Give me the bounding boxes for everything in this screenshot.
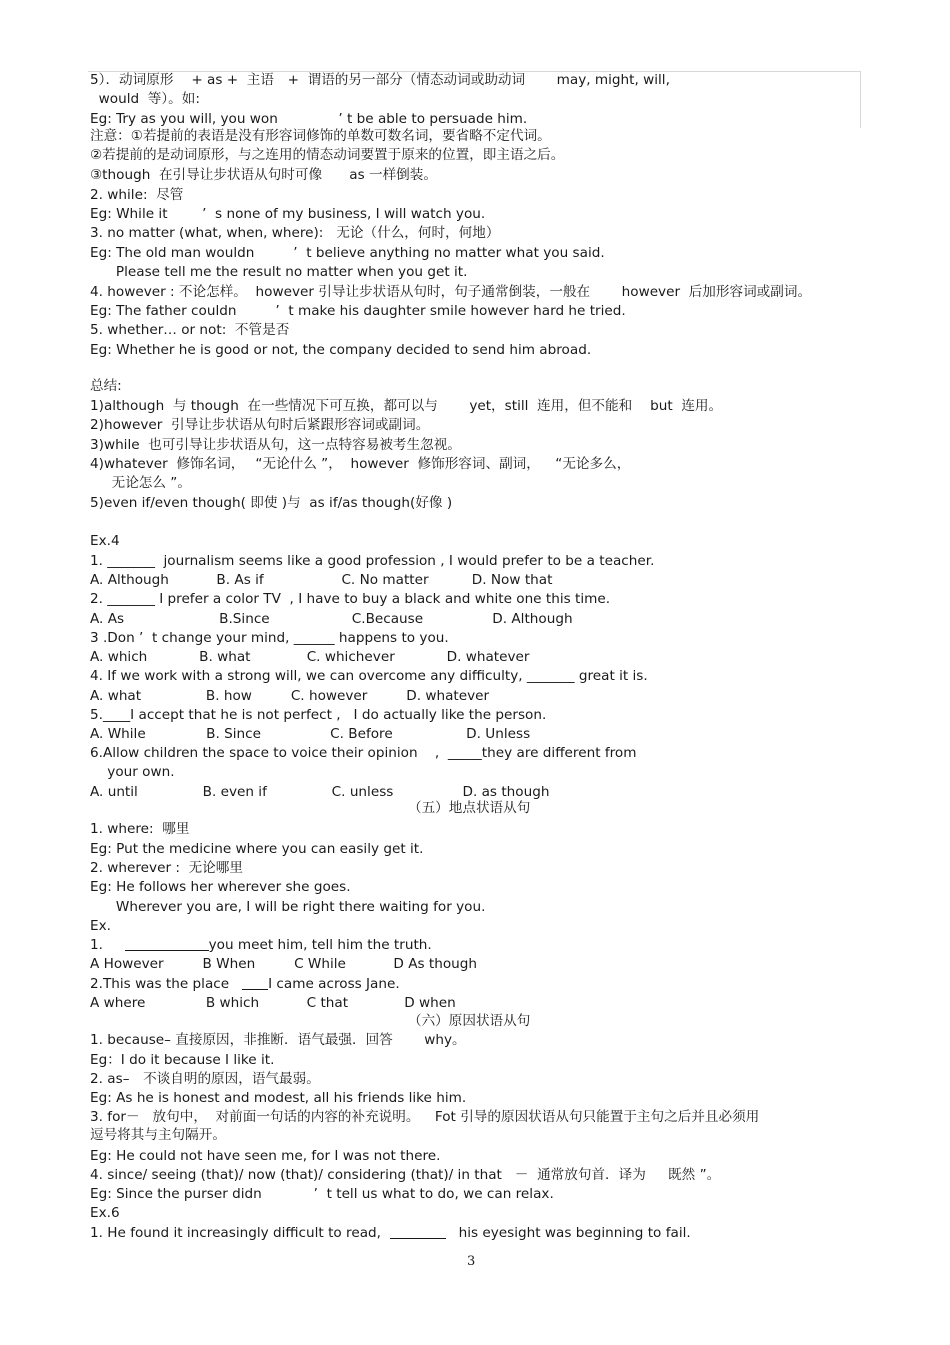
text-line: 3. no matter (what, when, where): 无论（什么，何时，何地）: [90, 225, 500, 241]
text-line: Eg: Whether he is good or not, the company decided to send him abroad.: [90, 342, 592, 358]
ex6-q1-suffix: his eyesight was beginning to fail.: [445, 1225, 691, 1241]
text-line: 2)however 引导让步状语从句时后紧跟形容词或副词。: [90, 417, 430, 433]
text-line: Eg：I do it because I like it.: [90, 1052, 275, 1068]
text-line: Eg: He could not have seen me, for I was not there.: [90, 1148, 441, 1164]
text-line: 总结:: [90, 378, 122, 394]
text-line: 3. for－ 放句中， 对前面一句话的内容的补充说明。 Fot 引导的原因状语从句只能置于主句之后并且必须用: [90, 1109, 760, 1125]
text-line: 无论怎么 ”。: [90, 475, 191, 491]
text-line: 1. because– 直接原因，非推断．语气最强．回答 why。: [90, 1032, 466, 1048]
text-line: 1)although 与 though 在一些情况下可互换，都可以与 yet，still 连用，但不能和 but 连用。: [90, 398, 723, 414]
text-line: 逗号将其与主句隔开。: [90, 1127, 226, 1143]
text-line: 2. while: 尽管: [90, 187, 184, 203]
ex5-q2-prefix: 2.This was the place: [90, 976, 243, 992]
text-line: ③though 在引导让步状语从句时可像 as 一样倒装。: [90, 167, 437, 183]
text-line: 1. where: 哪里: [90, 821, 190, 837]
text-line: A. Although B. As if C. No matter D. Now that: [90, 572, 553, 588]
ex5-question-2: [90, 975, 400, 993]
text-line: A. As B.Since C.Because D. Although: [90, 611, 573, 627]
text-line: A. until B. even if C. unless D. as though: [90, 784, 550, 800]
text-line: A. While B. Since C. Before D. Unless: [90, 726, 531, 742]
text-line: Eg: He follows her wherever she goes.: [90, 879, 351, 895]
text-line: Eg: The father couldn ’ t make his daughter smile however hard he tried.: [90, 303, 626, 319]
text-line: A. which B. what C. whichever D. whatever: [90, 649, 530, 665]
ex5-q1-suffix: you meet him, tell him the truth.: [208, 937, 432, 953]
frame-right-border: [860, 71, 861, 128]
text-line: Wherever you are, I will be right there waiting for you.: [90, 899, 486, 915]
text-line: Ex.: [90, 918, 111, 934]
text-line: Eg: As he is honest and modest, all his friends like him.: [90, 1090, 467, 1106]
text-line: 5)even if/even though( 即使 )与 as if/as though(好像 ): [90, 495, 453, 511]
page-number: 3: [467, 1254, 476, 1269]
text-line: A. what B. how C. however D. whatever: [90, 688, 490, 704]
text-line: 1. _______ journalism seems like a good profession , I would prefer to be a teacher.: [90, 553, 655, 569]
text-line: 4. since/ seeing (that)/ now (that)/ considering (that)/ in that － 通常放句首．译为 既然 ”。: [90, 1167, 721, 1183]
text-line: 2. _______ I prefer a color TV , I have to buy a black and white one this time.: [90, 591, 611, 607]
text-line: 6.Allow children the space to voice their opinion , _____they are different from: [90, 745, 637, 761]
ex6-question-1: [90, 1224, 691, 1242]
text-line: 4)whatever 修饰名词， “无论什么 ”， however 修饰形容词、副词， “无论多么，: [90, 456, 631, 472]
heading-place-clause: （五）地点状语从句: [408, 800, 531, 816]
ex5-q2-suffix: I came across Jane.: [268, 976, 400, 992]
text-line: Eg: While it ’ s none of my business, I will watch you.: [90, 206, 486, 222]
text-line: your own.: [90, 764, 175, 780]
ex5-question-1: [90, 936, 432, 954]
answer-blank: [125, 937, 209, 951]
text-line: 5）．动词原形 + as + 主语 + 谓语的另一部分（情态动词或助动词 may, might, will,: [90, 72, 670, 88]
answer-blank: [390, 1225, 446, 1239]
text-line: 2. as– 不谈自明的原因，语气最弱。: [90, 1071, 320, 1087]
answer-blank: [242, 976, 268, 990]
text-line: Please tell me the result no matter when you get it.: [90, 264, 468, 280]
text-line: 4. however : 不论怎样。 however 引导让步状语从句时，句子通常倒装，一般在 however 后加形容词或副词。: [90, 284, 812, 300]
text-line: A where B which C that D when: [90, 995, 456, 1011]
text-line: 注意：①若提前的表语是没有形容词修饰的单数可数名词，要省略不定代词。: [90, 128, 551, 144]
text-line: Ex.6: [90, 1205, 120, 1221]
text-line: A However B When C While D As though: [90, 956, 478, 972]
text-line: Eg: The old man wouldn ’ t believe anything no matter what you said.: [90, 245, 605, 261]
text-line: 3)while 也可引导让步状语从句，这一点特容易被考生忽视。: [90, 437, 461, 453]
text-line: 3 .Don ’ t change your mind, ______ happens to you.: [90, 630, 449, 646]
ex6-q1-prefix: 1. He found it increasingly difficult to read,: [90, 1225, 390, 1241]
text-line: Ex.4: [90, 533, 120, 549]
text-line: would 等）。如:: [90, 91, 200, 107]
ex5-q1-prefix: 1.: [90, 937, 125, 953]
text-line: 4. If we work with a strong will, we can overcome any difficulty, _______ great it is.: [90, 668, 648, 684]
text-line: 5. whether… or not: 不管是否: [90, 322, 290, 338]
text-line: ②若提前的是动词原形，与之连用的情态动词要置于原来的位置，即主语之后。: [90, 147, 565, 163]
heading-reason-clause: （六）原因状语从句: [408, 1013, 531, 1029]
text-line: Eg: Since the purser didn ’ t tell us what to do, we can relax.: [90, 1186, 554, 1202]
text-line: 5.____I accept that he is not perfect , I do actually like the person.: [90, 707, 547, 723]
text-line: Eg: Put the medicine where you can easily get it.: [90, 841, 424, 857]
text-line: 2. wherever : 无论哪里: [90, 860, 243, 876]
text-line: Eg: Try as you will, you won ’ t be able to persuade him.: [90, 111, 528, 127]
